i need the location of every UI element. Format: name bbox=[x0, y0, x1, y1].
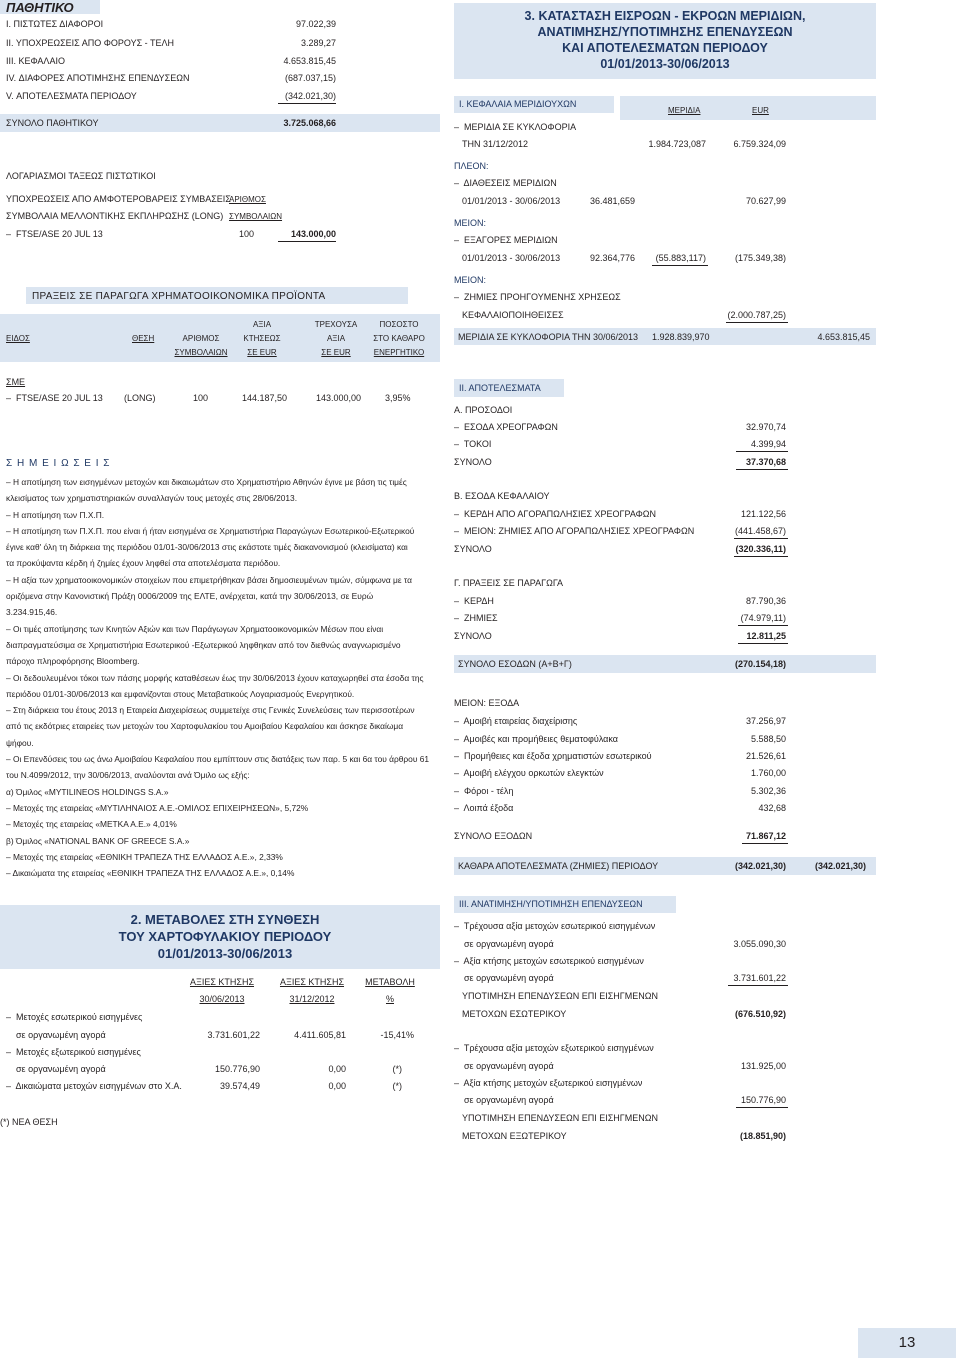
statement-title: 01/01/2013-30/06/2013 bbox=[600, 57, 730, 71]
results-a-item: – ΤΟΚΟΙ bbox=[454, 439, 492, 449]
note-line: του Ν.4099/2012, την 30/06/2013, αναλύονται ανά Όμιλο ως εξής: bbox=[6, 770, 250, 781]
changes-row: σε οργανωμένη αγορά 150.776,90 0,00 (*) bbox=[6, 1064, 402, 1074]
note-line: – Δικαιώματα της εταιρείας «ΕΘΝΙΚΗ ΤΡΑΠΕΖΑ ΤΗΣ ΕΛΛΑΔΟΣ Α.Ε.», 0,14% bbox=[6, 868, 295, 879]
expense-item: – Αμοιβές και προμήθειες θεματοφύλακα bbox=[454, 734, 618, 744]
header-percent: ΕΝΕΡΓΗΤΙΚΟ bbox=[373, 348, 425, 357]
results-b-title: Β. ΕΣΟΔΑ ΚΕΦΑΛΑΙΟΥ bbox=[454, 491, 550, 501]
reval-value: 150.776,90 bbox=[740, 1095, 786, 1105]
underline bbox=[738, 625, 788, 626]
reval-result: ΥΠΟΤΙΜΗΣΗ ΕΠΕΝΔΥΣΕΩΝ ΕΠΙ ΕΙΣΗΓΜΕΝΩΝ bbox=[462, 991, 658, 1001]
capital-final-label: ΜΕΡΙΔΙΑ ΣΕ ΚΥΚΛΟΦΟΡΙΑ ΤΗΝ 30/06/2013 bbox=[458, 332, 638, 342]
capital-circ-label: ΤΗΝ 31/12/2012 bbox=[462, 139, 529, 149]
reval-value: 3.055.090,30 bbox=[733, 939, 786, 949]
changes-head-cost-current: ΑΞΙΕΣ ΚΤΗΣΗΣ bbox=[189, 977, 255, 987]
reval-line: σε οργανωμένη αγορά bbox=[454, 1095, 554, 1105]
reval-result-value: (676.510,92) bbox=[734, 1009, 786, 1019]
underline bbox=[736, 451, 788, 452]
header-cost: ΣΕ EUR bbox=[247, 348, 277, 357]
net-result-label: ΚΑΘΑΡΑ ΑΠΟΤΕΛΕΣΜΑΤΑ (ΖΗΜΙΕΣ) ΠΕΡΙΟΔΟΥ bbox=[458, 861, 659, 871]
note-line: διαπραγματεύσιμα σε Χρηματιστήρια Εσωτερικού -Εξωτερικού ληφθηκαν από τον διεθνώς αναγνωρισμένο bbox=[6, 639, 401, 650]
results-b-item: – ΜΕΙΟΝ: ΖΗΜΙΕΣ ΑΠΟ ΑΓΟΡΑΠΩΛΗΣΙΕΣ ΧΡΕΟΓΡΑΦΩΝ bbox=[454, 526, 695, 536]
results-title: ΙΙ. ΑΠΟΤΕΛΕΣΜΑΤΑ bbox=[459, 383, 541, 393]
memo-col-head: ΑΡΙΘΜΟΣ bbox=[229, 195, 266, 204]
results-b-total: (320.336,11) bbox=[735, 544, 786, 554]
note-line: πάροχο πληροφόρησης Bloomberg. bbox=[6, 656, 140, 667]
header-contracts: ΣΥΜΒΟΛΑΙΩΝ bbox=[174, 348, 228, 357]
memo-line: ΥΠΟΧΡΕΩΣΕΙΣ ΑΠΟ ΑΜΦΟΤΕΡΟΒΑΡΕΙΣ ΣΥΜΒΑΣΕΙΣ bbox=[6, 194, 231, 204]
results-b-value: 121.122,56 bbox=[740, 509, 786, 519]
underline bbox=[278, 241, 336, 242]
memo-row-label: – FTSE/ASE 20 JUL 13 bbox=[6, 229, 103, 239]
expenses-total: 71.867,12 bbox=[745, 831, 786, 841]
net-result-value: (342.021,30) bbox=[734, 861, 786, 871]
capital-loss-eur: (2.000.787,25) bbox=[727, 310, 786, 320]
reval-line: σε οργανωμένη αγορά bbox=[454, 1061, 554, 1071]
expense-value: 432,68 bbox=[758, 803, 786, 813]
capital-plus: ΠΛΕΟΝ: bbox=[454, 161, 489, 171]
expenses-total-label: ΣΥΝΟΛΟ ΕΞΟΔΩΝ bbox=[454, 831, 533, 841]
expense-item: – Αμοιβή εταιρείας διαχείρισης bbox=[454, 716, 578, 726]
income-total: (270.154,18) bbox=[734, 659, 786, 669]
changes-title: 2. ΜΕΤΑΒΟΛΕΣ ΣΤΗ ΣΥΝΘΕΣΗ bbox=[130, 912, 320, 927]
underline bbox=[734, 556, 788, 557]
derivatives-row-current: 143.000,00 bbox=[316, 393, 362, 403]
passive-item: Ι. ΠΙΣΤΩΤΕΣ ΔΙΑΦΟΡΟΙ 97.022,39 bbox=[6, 19, 336, 29]
note-line: έγινε καθ' όλη τη διάρκεια της περιόδου 01/01-30/06/2013 στις εκάστοτε τιμές διακανονισμού (κλεισίματα) και bbox=[6, 542, 408, 553]
statement-title: ΑΝΑΤΙΜΗΣΗΣ/ΥΠΟΤΙΜΗΣΗΣ ΕΠΕΝΔΥΣΕΩΝ bbox=[537, 25, 793, 39]
expense-item: – Λοιπά έξοδα bbox=[454, 803, 514, 813]
results-c-item: – ΖΗΜΙΕΣ bbox=[454, 613, 498, 623]
passive-item: ΙΙΙ. ΚΕΦΑΛΑΙΟ 4.653.815,45 bbox=[6, 56, 336, 66]
memo-col-head: ΣΥΜΒΟΛΑΙΩΝ bbox=[229, 212, 283, 221]
expense-value: 5.588,50 bbox=[750, 734, 786, 744]
header-current: ΣΕ EUR bbox=[321, 348, 351, 357]
page-number: 13 bbox=[898, 1334, 916, 1351]
capital-loss-label: – ΖΗΜΙΕΣ ΠΡΟΗΓΟΥΜΕΝΗΣ ΧΡΗΣΕΩΣ bbox=[454, 292, 621, 302]
capital-redeemed-eur: (175.349,38) bbox=[734, 253, 786, 263]
net-result-value: (342.021,30) bbox=[814, 861, 866, 871]
note-line: 3.234.915,46. bbox=[6, 607, 58, 618]
note-line: – Η αξία των χρηματοοικονομικών στοιχείων που επιμετρήθηκαν βάσει δημοσιευμένων τιμών, σύμφωνα με τα bbox=[6, 574, 412, 585]
capital-col-eur: EUR bbox=[752, 106, 769, 115]
capital-title: Ι. ΚΕΦΑΛΑΙΑ ΜΕΡΙΔΙΟΥΧΩΝ bbox=[459, 99, 577, 109]
changes-head-change: % bbox=[385, 994, 394, 1004]
reval-line: σε οργανωμένη αγορά bbox=[454, 973, 554, 983]
underline bbox=[736, 469, 788, 470]
note-line: – Η αποτίμηση των Π.Χ.Π. που είναι ή ήταν εισηγμένα σε Χρηματιστήρια Παραγώγων Εσωτερικού-Εξωτερικού bbox=[6, 525, 415, 536]
results-b-value: (441.458,67) bbox=[734, 526, 786, 536]
changes-row: – Δικαιώματα μετοχών εισηγμένων στο Χ.Α. 39.574,49 0,00 (*) bbox=[6, 1081, 402, 1091]
underline bbox=[742, 843, 788, 844]
underline bbox=[736, 1107, 788, 1108]
reval-value: 131.925,00 bbox=[740, 1061, 786, 1071]
results-b-total-label: ΣΥΝΟΛΟ bbox=[454, 544, 492, 554]
reval-value: 3.731.601,22 bbox=[733, 973, 786, 983]
header-current: ΑΞΙΑ bbox=[326, 334, 346, 343]
expenses-title: ΜΕΙΟΝ: ΕΞΟΔΑ bbox=[454, 698, 520, 708]
note-line: ψήφου. bbox=[6, 737, 34, 748]
header-kind: ΕΙΔΟΣ bbox=[6, 334, 30, 343]
statement-title: ΚΑΙ ΑΠΟΤΕΛΕΣΜΑΤΩΝ ΠΕΡΙΟΔΟΥ bbox=[562, 41, 768, 55]
results-a-item: – ΕΣΟΔΑ ΧΡΕΟΓΡΑΦΩΝ bbox=[454, 422, 558, 432]
derivatives-group: ΣΜΕ bbox=[6, 377, 26, 387]
changes-row: σε οργανωμένη αγορά 3.731.601,22 4.411.605,81 -15,41% bbox=[6, 1030, 414, 1040]
passive-item: ΙV. ΔΙΑΦΟΡΕΣ ΑΠΟΤΙΜΗΣΗΣ ΕΠΕΝΔΥΣΕΩΝ (687.037,15) bbox=[6, 73, 336, 83]
capital-issued-units: 36.481,659 bbox=[590, 196, 636, 206]
note-line: α) Όμιλος «MYTILINEOS HOLDINGS S.A.» bbox=[6, 786, 169, 797]
note-line: – Η αποτίμηση των Π.Χ.Π. bbox=[6, 509, 105, 520]
expense-value: 1.760,00 bbox=[750, 768, 786, 778]
passive-item: V. ΑΠΟΤΕΛΕΣΜΑΤΑ ΠΕΡΙΟΔΟΥ (342.021,30) bbox=[6, 91, 336, 101]
underline bbox=[726, 322, 788, 323]
changes-title: ΤΟΥ ΧΑΡΤΟΦΥΛΑΚΙΟΥ ΠΕΡΙΟΔΟΥ bbox=[118, 929, 332, 944]
header-percent: ΣΤΟ ΚΑΘΑΡΟ bbox=[373, 334, 425, 343]
results-b-item: – ΚΕΡΔΗ ΑΠΟ ΑΓΟΡΑΠΩΛΗΣΙΕΣ ΧΡΕΟΓΡΑΦΩΝ bbox=[454, 509, 656, 519]
capital-circ-eur: 6.759.324,09 bbox=[733, 139, 786, 149]
note-line: κλεισίματος των χρηματιστηριακών συναλλαγών τους μετοχές στις 28/06/2013. bbox=[6, 493, 298, 504]
results-c-value: (74.979,11) bbox=[740, 613, 786, 623]
note-line: – Οι τιμές αποτίμησης των Κινητών Αξιών και των Παράγωγων Χρηματοοικονομικών Μέσων που είναι bbox=[6, 623, 384, 634]
changes-head-change: ΜΕΤΑΒΟΛΗ bbox=[365, 977, 415, 987]
memo-row-value: 143.000,00 bbox=[290, 229, 336, 239]
underline bbox=[728, 985, 788, 986]
memo-title: ΛΟΓΑΡΙΑΣΜΟΙ ΤΑΞΕΩΣ ΠΙΣΤΩΤΙΚΟΙ bbox=[6, 171, 156, 181]
underline bbox=[738, 643, 788, 644]
expense-value: 5.302,36 bbox=[750, 786, 786, 796]
derivatives-row-cost: 144.187,50 bbox=[242, 393, 288, 403]
capital-loss-label: ΚΕΦΑΛΑΙΟΠΟΙΗΘΕΙΣΕΣ bbox=[462, 310, 564, 320]
header-position: ΘΕΣΗ bbox=[132, 334, 155, 343]
capital-col-units: ΜΕΡΙΔΙΑ bbox=[668, 106, 701, 115]
expense-value: 37.256,97 bbox=[745, 716, 786, 726]
capital-redeemed-label: – ΕΞΑΓΟΡΕΣ ΜΕΡΙΔΙΩΝ bbox=[454, 235, 558, 245]
underline bbox=[278, 103, 336, 104]
derivatives-title: ΠΡΑΞΕΙΣ ΣΕ ΠΑΡΑΓΩΓΑ ΧΡΗΜΑΤΟΟΙΚΟΝΟΜΙΚΑ ΠΡΟΪΟΝΤΑ bbox=[32, 291, 326, 302]
changes-head-cost-current: 30/06/2013 bbox=[199, 994, 245, 1004]
capital-minus: ΜΕΙΟΝ: bbox=[454, 218, 487, 228]
capital-minus: ΜΕΙΟΝ: bbox=[454, 275, 487, 285]
capital-final-units: 1.928.839,970 bbox=[652, 332, 710, 342]
changes-row: – Μετοχές εξωτερικού εισηγμένες bbox=[6, 1047, 141, 1057]
reval-line: σε οργανωμένη αγορά bbox=[454, 939, 554, 949]
derivatives-row-percent: 3,95% bbox=[385, 393, 411, 403]
expense-value: 21.526,61 bbox=[745, 751, 786, 761]
notes-title: Σ Η Μ Ε Ι Ω Σ Ε Ι Σ bbox=[6, 458, 111, 469]
revaluation-title: ΙΙΙ. ΑΝΑΤΙΜΗΣΗ/ΥΠΟΤΙΜΗΣΗ ΕΠΕΝΔΥΣΕΩΝ bbox=[459, 899, 643, 909]
reval-line: – Τρέχουσα αξία μετοχών εξωτερικού εισηγμένων bbox=[454, 1043, 654, 1053]
passive-total: ΣΥΝΟΛΟ ΠΑΘΗΤΙΚΟΥ 3.725.068,66 bbox=[6, 118, 336, 128]
results-a-total: 37.370,68 bbox=[745, 457, 786, 467]
results-c-total-label: ΣΥΝΟΛΟ bbox=[454, 631, 492, 641]
note-line: οριζόμενα στην Κανονιστική Πράξη 0006/2009 της ΕΛΤΕ, ανέρχεται, κατά την 30/06/2013, σε Ευρώ bbox=[6, 591, 374, 602]
note-line: – Οι Επενδύσεις του ως άνω Αμοιβαίου Κεφαλαίου που εμπίπτουν στις διατάξεις των παρ. 5 και 6α του άρθρου 61 bbox=[6, 754, 430, 765]
results-c-title: Γ. ΠΡΑΞΕΙΣ ΣΕ ΠΑΡΑΓΩΓΑ bbox=[454, 578, 563, 588]
reval-result: ΜΕΤΟΧΩΝ ΕΣΩΤΕΡΙΚΟΥ bbox=[462, 1009, 567, 1019]
header-cost: ΑΞΙΑ bbox=[252, 320, 272, 329]
results-a-value: 4.399,94 bbox=[750, 439, 786, 449]
income-total-label: ΣΥΝΟΛΟ ΕΣΟΔΩΝ (Α+Β+Γ) bbox=[458, 659, 572, 669]
reval-line: – Αξία κτήσης μετοχών εξωτερικού εισηγμένων bbox=[454, 1078, 643, 1088]
changes-footnote: (*) ΝΕΑ ΘΕΣΗ bbox=[0, 1117, 58, 1127]
capital-redeemed-units: 92.364,776 bbox=[590, 253, 636, 263]
statement-title: 3. ΚΑΤΑΣΤΑΣΗ ΕΙΣΡΟΩΝ - ΕΚΡΟΩΝ ΜΕΡΙΔΙΩΝ, bbox=[524, 9, 806, 23]
note-line: τα προκύψαντα κέρδη ή ζημίες έχουν ληφθεί στα αποτελέσματα περιόδου. bbox=[6, 558, 281, 569]
capital-issued-period: 01/01/2013 - 30/06/2013 bbox=[462, 196, 561, 206]
header-cost: ΚΤΗΣΕΩΣ bbox=[243, 334, 281, 343]
passive-title: ΠΑΘΗΤΙΚΟ bbox=[6, 0, 74, 15]
results-a-value: 32.970,74 bbox=[745, 422, 786, 432]
capital-final-eur: 4.653.815,45 bbox=[817, 332, 870, 342]
note-line: – Στη διάρκεια του έτους 2013 η Εταιρεία Διαχειρίσεως συμμετείχε στις Γενικές Συνελεύσεις των περισσοτέρων bbox=[6, 705, 415, 716]
derivatives-row-position: (LONG) bbox=[124, 393, 156, 403]
note-line: β) Όμιλος «NATIONAL BANK OF GREECE S.A.» bbox=[6, 835, 190, 846]
underline bbox=[652, 265, 708, 266]
changes-head-cost-prior: 31/12/2012 bbox=[289, 994, 335, 1004]
expense-item: – Προμήθειες και έξοδα χρηματιστών εσωτερικού bbox=[454, 751, 652, 761]
note-line: από τις εκδότριες εταιρείες των μετοχών του Χαρτοφυλακίου του Αμοιβαίου Κεφαλαίου και άσκησε δικαίωμα bbox=[6, 721, 404, 732]
header-current: ΤΡΕΧΟΥΣΑ bbox=[314, 320, 358, 329]
results-c-item: – ΚΕΡΔΗ bbox=[454, 596, 494, 606]
changes-row: – Μετοχές εσωτερικού εισηγμένες bbox=[6, 1012, 143, 1022]
reval-line: – Τρέχουσα αξία μετοχών εσωτερικού εισηγμένων bbox=[454, 921, 656, 931]
results-c-value: 87.790,36 bbox=[745, 596, 786, 606]
results-c-total: 12.811,25 bbox=[746, 631, 786, 641]
reval-result: ΥΠΟΤΙΜΗΣΗ ΕΠΕΝΔΥΣΕΩΝ ΕΠΙ ΕΙΣΗΓΜΕΝΩΝ bbox=[462, 1113, 658, 1123]
changes-title: 01/01/2013-30/06/2013 bbox=[157, 946, 293, 961]
note-line: – Μετοχές της εταιρείας «ΕΘΝΙΚΗ ΤΡΑΠΕΖΑ ΤΗΣ ΕΛΛΑΔΟΣ Α.Ε.», 2,33% bbox=[6, 851, 283, 862]
capital-circ-label: – ΜΕΡΙΔΙΑ ΣΕ ΚΥΚΛΟΦΟΡΙΑ bbox=[454, 122, 577, 132]
capital-issued-eur: 70.627,99 bbox=[745, 196, 786, 206]
header-percent: ΠΟΣΟΣΤΟ bbox=[379, 320, 419, 329]
header-contracts: ΑΡΙΘΜΟΣ bbox=[182, 334, 220, 343]
derivatives-row-label: – FTSE/ASE 20 JUL 13 bbox=[6, 393, 103, 403]
capital-circ-units: 1.984.723,087 bbox=[648, 139, 706, 149]
expense-item: – Φόροι - τέλη bbox=[454, 786, 514, 796]
memo-line: ΣΥΜΒΟΛΑΙΑ ΜΕΛΛΟΝΤΙΚΗΣ ΕΚΠΛΗΡΩΣΗΣ (LONG) bbox=[6, 211, 224, 221]
expense-item: – Αμοιβή ελέγχου ορκωτών ελεγκτών bbox=[454, 768, 604, 778]
note-line: – Η αποτίμηση των εισηγμένων μετοχών και δικαιωμάτων στο Χρηματιστήριο Αθηνών έγινε με βάση τις τιμές bbox=[6, 477, 407, 487]
results-a-title: Α. ΠΡΟΣΟΔΟΙ bbox=[454, 405, 513, 415]
reval-result: ΜΕΤΟΧΩΝ ΕΞΩΤΕΡΙΚΟΥ bbox=[462, 1131, 567, 1141]
reval-line: – Αξία κτήσης μετοχών εσωτερικού εισηγμένων bbox=[454, 956, 644, 966]
changes-head-cost-prior: ΑΞΙΕΣ ΚΤΗΣΗΣ bbox=[279, 977, 345, 987]
note-line: – Οι δεδουλευμένοι τόκοι των πάσης μορφής καταθέσεων έως την 30/06/2013 έχουν καταχωρηθεί στα έσοδα της bbox=[6, 672, 424, 683]
note-line: – Μετοχές της εταιρείας «ΜΥΤΙΛΗΝΑΙΟΣ Α.Ε.-ΟΜΙΛΟΣ ΕΠΙΧΕΙΡΗΣΕΩΝ», 5,72% bbox=[6, 802, 309, 813]
memo-row-count: 100 bbox=[238, 229, 254, 239]
note-line: – Μετοχές της εταιρείας «ΜΕΤΚΑ Α.Ε.» 4,01% bbox=[6, 819, 177, 830]
results-a-total-label: ΣΥΝΟΛΟ bbox=[454, 457, 492, 467]
notes-body bbox=[6, 474, 428, 881]
passive-item: ΙΙ. ΥΠΟΧΡΕΩΣΕΙΣ ΑΠΟ ΦΟΡΟΥΣ - ΤΕΛΗ 3.289,27 bbox=[6, 38, 336, 48]
reval-result-value: (18.851,90) bbox=[739, 1131, 786, 1141]
derivatives-row-contracts: 100 bbox=[193, 393, 209, 403]
capital-header-bar bbox=[620, 96, 876, 120]
capital-redeemed-diff: (55.883,117) bbox=[655, 253, 706, 263]
note-line: περιόδου 01/01-30/06/2013 και εμφανίζονται στους Μεταβατικούς Λογαριασμούς Ενεργητικού. bbox=[6, 688, 355, 699]
capital-redeemed-period: 01/01/2013 - 30/06/2013 bbox=[462, 253, 561, 263]
underline bbox=[734, 538, 788, 539]
capital-issued-label: – ΔΙΑΘΕΣΕΙΣ ΜΕΡΙΔΙΩΝ bbox=[454, 178, 557, 188]
